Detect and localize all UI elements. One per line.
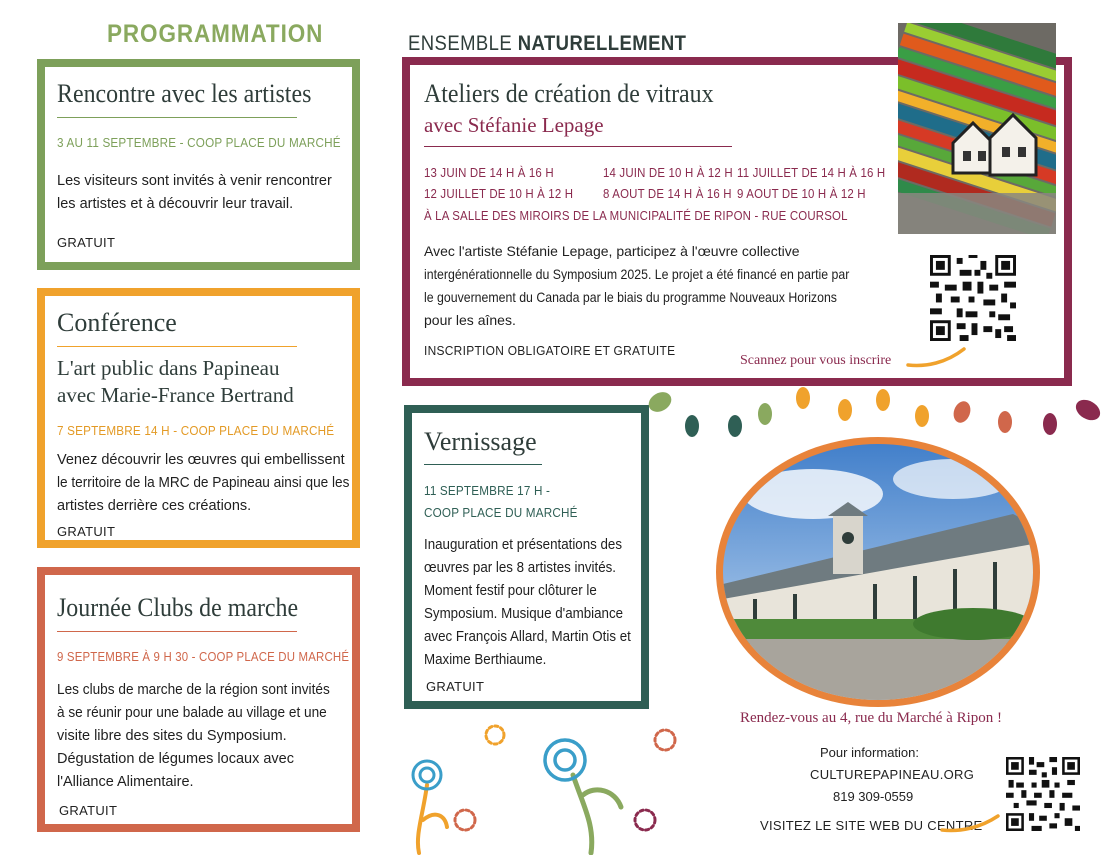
conference-date: 7 SEPTEMBRE 14 H - COOP PLACE DU MARCHÉ <box>57 423 335 438</box>
ateliers-date-2: 14 JUIN DE 10 H À 12 H <box>603 165 733 180</box>
journee-price: GRATUIT <box>59 803 118 818</box>
ateliers-date-4: 12 JUILLET DE 10 H À 12 H <box>424 186 574 201</box>
visit-website-text[interactable]: VISITEZ LE SITE WEB DU CENTRE <box>760 818 983 833</box>
ensemble-word: ENSEMBLE <box>408 32 513 55</box>
vernissage-line-1: Inauguration et présentations des <box>424 537 623 553</box>
ateliers-scan-text: Scannez pour vous inscrire <box>740 353 892 368</box>
rencontre-card <box>37 59 360 270</box>
conference-line-2: le territoire de la MRC de Papineau ainsi que les <box>57 475 350 491</box>
vernissage-line-6: Maxime Berthiaume. <box>424 652 547 668</box>
ateliers-qr-code[interactable] <box>930 255 1016 341</box>
ensemble-naturellement-heading <box>408 32 686 56</box>
conference-card <box>37 288 360 548</box>
journee-line-1: Les clubs de marche de la région sont invités <box>57 682 330 698</box>
ateliers-rule <box>424 146 732 147</box>
rencontre-title: Rencontre avec les artistes <box>57 79 312 108</box>
visit-swoosh <box>940 812 1002 834</box>
ateliers-scan-swoosh <box>906 345 968 369</box>
ateliers-line-3: le gouvernement du Canada par le biais du programme Nouveaux Horizons <box>424 289 837 305</box>
journee-card <box>37 567 360 832</box>
ateliers-date-1: 13 JUIN DE 14 H À 16 H <box>424 165 554 180</box>
journee-title: Journée Clubs de marche <box>57 593 299 622</box>
vernissage-line-4: Symposium. Musique d'ambiance <box>424 606 624 622</box>
flowers-decoration <box>395 715 690 855</box>
ateliers-date-6: 9 AOUT DE 10 H À 12 H <box>737 186 866 201</box>
ateliers-location: À LA SALLE DES MIROIRS DE LA MUNICIPALITÉ DE RIPON - RUE COURSOL <box>424 208 848 223</box>
ateliers-line-1: Avec l'artiste Stéfanie Lepage, participez à l'œuvre collective <box>424 243 800 259</box>
info-website[interactable]: CULTUREPAPINEAU.ORG <box>810 767 975 782</box>
naturellement-word: NATURELLEMENT <box>517 32 687 55</box>
journee-line-2: à se réunir pour une balade au village et une <box>57 705 327 721</box>
vernissage-line-5: avec François Allard, Martin Otis et <box>424 629 631 645</box>
rencontre-line-1: Les visiteurs sont invités à venir rencontrer <box>57 173 332 189</box>
conference-subtitle-1: L'art public dans Papineau <box>57 356 280 380</box>
conference-line-3: artistes derrière ces créations. <box>57 498 252 514</box>
journee-rule <box>57 631 297 632</box>
vernissage-card <box>404 405 649 709</box>
info-label: Pour information: <box>820 745 919 760</box>
conference-title: Conférence <box>57 308 177 337</box>
vernissage-line-2: œuvres par les 8 artistes invités. <box>424 560 617 576</box>
website-qr-code[interactable] <box>1006 757 1080 831</box>
vernissage-rule <box>424 464 542 465</box>
journee-line-4: Dégustation de légumes locaux avec <box>57 751 294 767</box>
programmation-heading: PROGRAMMATION <box>107 20 324 48</box>
info-phone: 819 309-0559 <box>833 789 914 804</box>
ateliers-date-3: 11 JUILLET DE 14 H À 16 H <box>737 165 886 180</box>
rencontre-price: GRATUIT <box>57 235 116 250</box>
vernissage-title: Vernissage <box>424 427 537 456</box>
stained-glass-photo <box>898 23 1056 234</box>
conference-line-1: Venez découvrir les œuvres qui embellissent <box>57 452 345 468</box>
building-photo <box>713 434 1043 710</box>
vernissage-date-1: 11 SEPTEMBRE 17 H - <box>424 483 551 498</box>
ateliers-line-2: intergénérationnelle du Symposium 2025. Le projet a été financé en partie par <box>424 266 850 282</box>
rencontre-rule <box>57 117 297 118</box>
ateliers-line-4: pour les aînes. <box>424 312 516 328</box>
rencontre-date: 3 AU 11 SEPTEMBRE - COOP PLACE DU MARCHÉ <box>57 135 341 150</box>
rdv-text: Rendez-vous au 4, rue du Marché à Ripon ! <box>740 710 1003 726</box>
conference-price: GRATUIT <box>57 524 116 539</box>
ateliers-inscription: INSCRIPTION OBLIGATOIRE ET GRATUITE <box>424 343 676 358</box>
vernissage-price: GRATUIT <box>426 679 485 694</box>
vernissage-date-2: COOP PLACE DU MARCHÉ <box>424 505 578 520</box>
journee-line-3: visite libre des sites du Symposium. <box>57 728 287 744</box>
rencontre-line-2: les artistes et à découvrir leur travail. <box>57 196 294 212</box>
journee-date: 9 SEPTEMBRE À 9 H 30 - COOP PLACE DU MARCHÉ <box>57 649 350 664</box>
journee-line-5: l'Alliance Alimentaire. <box>57 774 194 790</box>
vernissage-line-3: Moment festif pour clôturer le <box>424 583 597 599</box>
conference-rule <box>57 346 297 347</box>
ateliers-date-5: 8 AOUT DE 14 H À 16 H <box>603 186 732 201</box>
conference-subtitle-2: avec Marie-France Bertrand <box>57 383 294 407</box>
ateliers-title: Ateliers de création de vitraux <box>424 79 714 108</box>
ateliers-subtitle: avec Stéfanie Lepage <box>424 113 604 137</box>
